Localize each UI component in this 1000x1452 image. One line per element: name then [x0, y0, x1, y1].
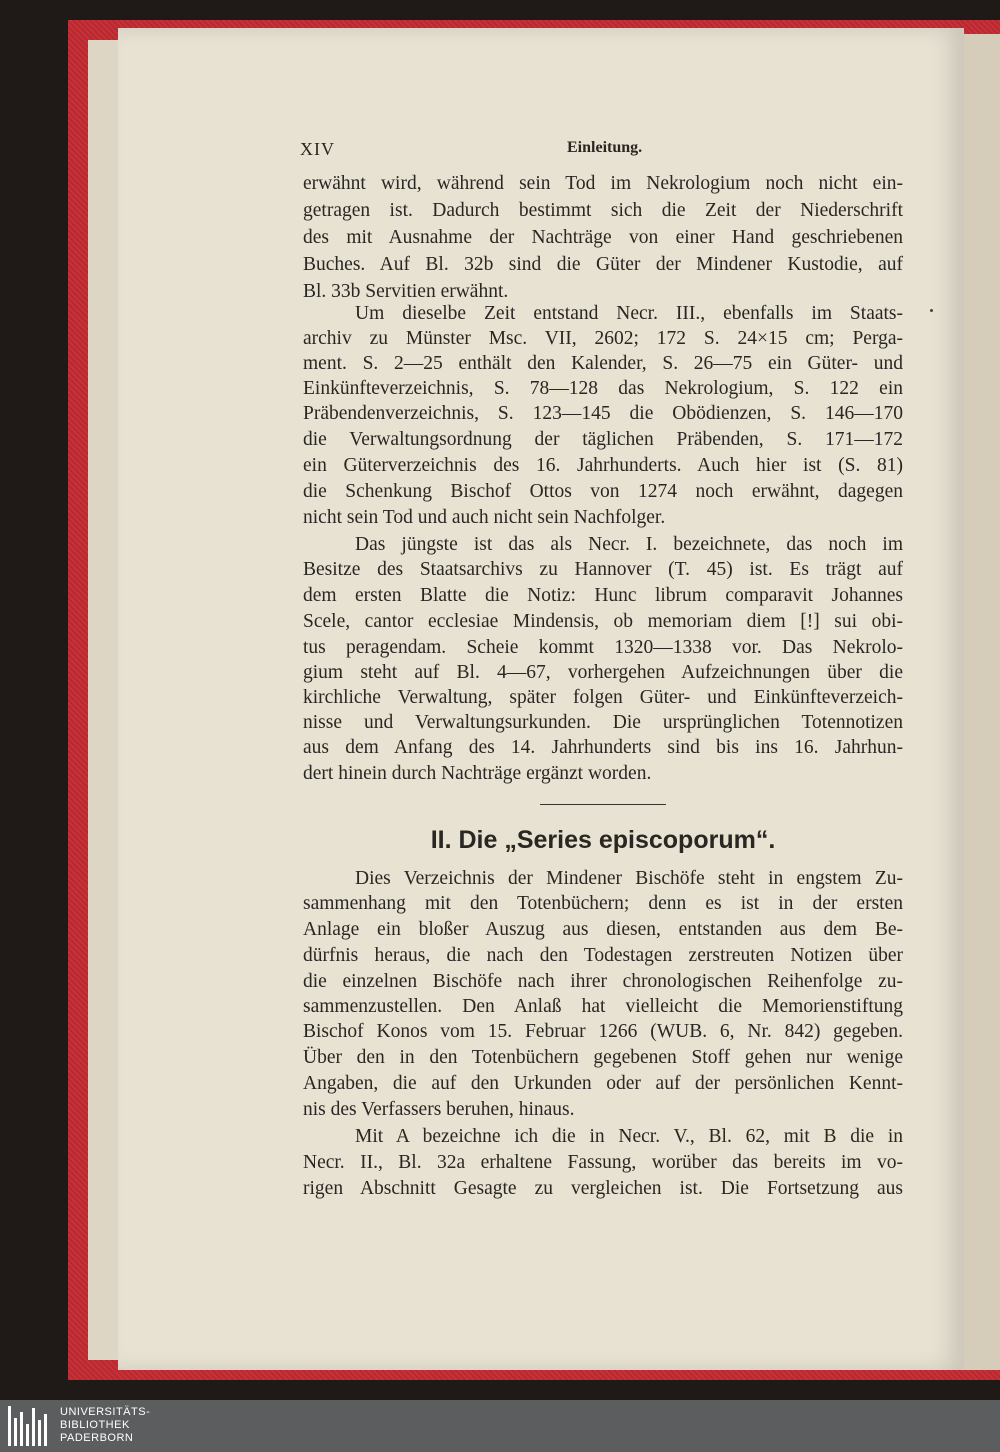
text-line: ein Güterverzeichnis des 16. Jahrhunderts. Auch hier ist (S. 81)	[303, 455, 903, 476]
text-line: nicht sein Tod und auch nicht sein Nachfolger.	[303, 507, 666, 528]
text-line: Bischof Konos vom 15. Februar 1266 (WUB. 6, Nr. 842) gegeben.	[303, 1021, 903, 1042]
running-title: Einleitung.	[567, 139, 643, 156]
text-line: nis des Verfassers beruhen, hinaus.	[303, 1099, 575, 1120]
page-number: XIV	[300, 139, 335, 159]
text-line: des mit Ausnahme der Nachträge von einer Hand geschriebenen	[303, 227, 903, 248]
text-line: kirchliche Verwaltung, später folgen Güter- und Einkünfteverzeich-	[303, 687, 903, 708]
text-line: Um dieselbe Zeit entstand Necr. III., ebenfalls im Staats-	[355, 303, 903, 324]
text-line: getragen ist. Dadurch bestimmt sich die Zeit der Niederschrift	[303, 200, 903, 221]
text-line: Anlage ein bloßer Auszug aus diesen, entstanden aus dem Be-	[303, 919, 903, 940]
text-line: Bl. 33b Servitien erwähnt.	[303, 281, 509, 302]
text-line: Besitze des Staatsarchivs zu Hannover (T. 45) ist. Es trägt auf	[303, 559, 903, 580]
text-line: tus peragendam. Scheie kommt 1320—1338 vor. Das Nekrolo-	[303, 637, 903, 658]
library-name-line: BIBLIOTHEK	[60, 1419, 130, 1431]
facing-page-edge	[962, 34, 1000, 1370]
library-logo-icon	[8, 1406, 52, 1446]
text-line: dert hinein durch Nachträge ergänzt worden.	[303, 763, 652, 784]
text-line: die Verwaltungsordnung der täglichen Präbenden, S. 171—172	[303, 429, 903, 450]
text-line: archiv zu Münster Msc. VII, 2602; 172 S. 24×15 cm; Perga-	[303, 328, 903, 349]
library-name	[60, 1406, 150, 1445]
text-line: Dies Verzeichnis der Mindener Bischöfe steht in engstem Zu-	[355, 868, 903, 889]
text-line: dem ersten Blatte die Notiz: Hunc librum comparavit Johannes	[303, 585, 903, 606]
text-line: gium steht auf Bl. 4—67, vorhergehen Aufzeichnungen über die	[303, 662, 903, 683]
library-name-line: PADERBORN	[60, 1432, 134, 1444]
text-line: die Schenkung Bischof Ottos von 1274 noch erwähnt, dagegen	[303, 481, 903, 502]
text-line: Angaben, die auf den Urkunden oder auf der persönlichen Kennt-	[303, 1073, 903, 1094]
library-name-line: UNIVERSITÄTS-	[60, 1406, 151, 1418]
text-line: nisse und Verwaltungsurkunden. Die ursprünglichen Totennotizen	[303, 712, 903, 733]
text-line: Necr. II., Bl. 32a erhaltene Fassung, worüber das bereits im vo-	[303, 1152, 903, 1173]
text-line: Einkünfteverzeichnis, S. 78—128 das Nekrologium, S. 122 ein	[303, 378, 903, 399]
library-footer-bar	[0, 1400, 1000, 1452]
text-line: sammenzustellen. Den Anlaß hat vielleicht die Memorienstiftung	[303, 996, 903, 1017]
text-line: Buches. Auf Bl. 32b sind die Güter der Mindener Kustodie, auf	[303, 254, 903, 275]
text-line: sammenhang mit den Totenbüchern; denn es ist in der ersten	[303, 893, 903, 914]
text-line: ment. S. 2—25 enthält den Kalender, S. 26—75 ein Güter- und	[303, 353, 903, 374]
text-line: Mit A bezeichne ich die in Necr. V., Bl. 62, mit B die in	[355, 1126, 903, 1147]
text-line: Präbendenverzeichnis, S. 123—145 die Obödienzen, S. 146—170	[303, 403, 903, 424]
text-line: aus dem Anfang des 14. Jahrhunderts sind bis ins 16. Jahrhun-	[303, 737, 903, 758]
text-line: rigen Abschnitt Gesagte zu vergleichen ist. Die Fortsetzung aus	[303, 1178, 903, 1199]
section-heading: II. Die „Series episcoporum“.	[430, 826, 776, 854]
section-divider	[540, 804, 666, 805]
text-line: dürfnis heraus, die nach den Todestagen zerstreuten Notizen über	[303, 945, 903, 966]
text-line: Über den in den Totenbüchern gegebenen Stoff gehen nur wenige	[303, 1047, 903, 1068]
margin-mark	[930, 309, 933, 312]
text-line: Scele, cantor ecclesiae Mindensis, ob memoriam diem [!] sui obi-	[303, 611, 903, 632]
text-line: Das jüngste ist das als Necr. I. bezeichnete, das noch im	[355, 534, 903, 555]
text-line: erwähnt wird, während sein Tod im Nekrologium noch nicht ein-	[303, 173, 903, 194]
text-line: die einzelnen Bischöfe nach ihrer chronologischen Reihenfolge zu-	[303, 971, 903, 992]
